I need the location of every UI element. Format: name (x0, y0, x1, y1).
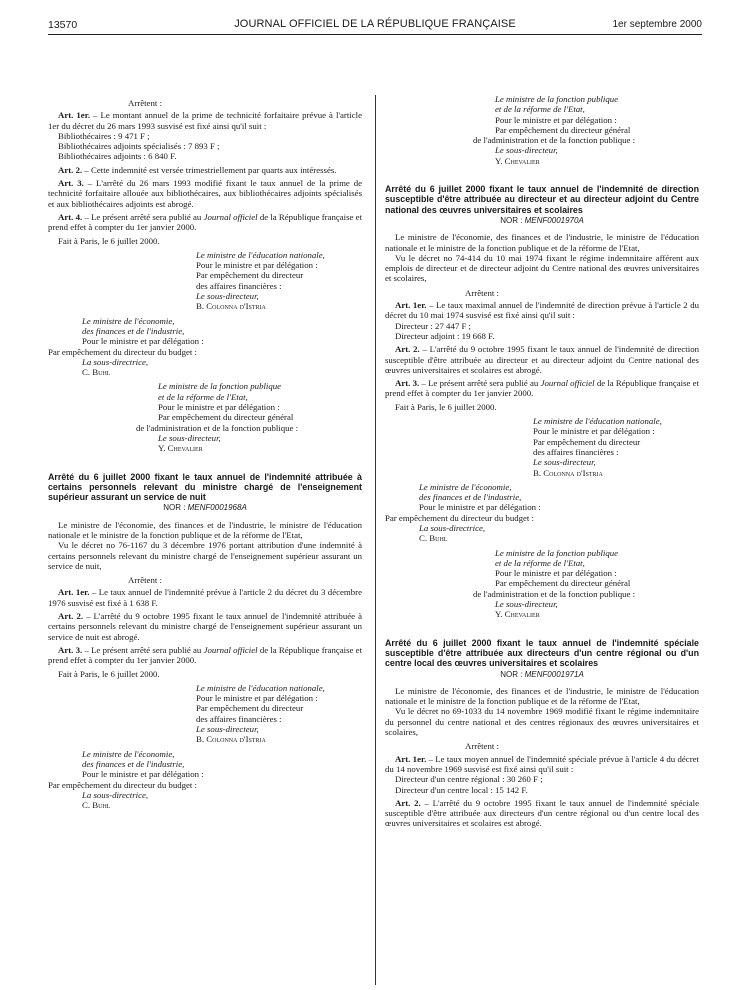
arretent: Arrêtent : (465, 287, 499, 298)
signature-educ: Le ministre de l'éducation nationale, Pour le ministre et par délégation : Par empêchement du directeur des affaires financières : Le sous-directeur, B. Colonna d'Istria (48, 250, 362, 312)
article-paragraph: Art. 1er. – Le taux moyen annuel de l'indemnité spéciale prévue à l'article 4 du décret du 14 novembre 1969 susvisé est fixé ainsi qu'il suit : (385, 753, 699, 774)
article-paragraph: Art. 2. – Cette indemnité est versée trimestriellement par quarts aux intéressés. (58, 164, 337, 175)
signatory-name: B. Colonna d'Istria (196, 301, 266, 312)
list-item: Bibliothécaires adjoints : 6 840 F. (58, 151, 177, 162)
signature-educ: Le ministre de l'éducation nationale, Pour le ministre et par délégation : Par empêchement du directeur des affaires financières : Le sous-directeur, B. Colonna d'Istria (48, 683, 362, 745)
article-paragraph: Art. 2. – L'arrêté du 9 octobre 1995 fixant le taux annuel de l'indemnité attribuée à certains personnels relevant du ministre chargé de l'enseignement supérieur assurant un service de nuit est abrogé. (48, 611, 362, 642)
decree-title: Arrêté du 6 juillet 2000 fixant le taux annuel de l'indemnité spéciale susceptible d'être attribuée aux directeurs d'un centre régional ou d'un centre local des œuvres universitaires et scolaires (385, 637, 699, 669)
article-label: Art. 3. (395, 378, 420, 389)
amount-list (385, 774, 699, 795)
left-column (48, 94, 362, 812)
signatory-name: C. Buhl (419, 533, 448, 544)
nor-reference: NOR : MENF0001970A (500, 215, 584, 225)
preamble: Vu le décret no 69-1033 du 14 novembre 1969 modifié fixant le régime indemnitaire du personnel du centre national et des centres régionaux des œuvres universitaires et scolaires, (385, 706, 699, 738)
preamble: Vu le décret no 74-414 du 10 mai 1974 fixant le régime indemnitaire afférent aux emplois de directeur et de directeur adjoint du Centre national des œuvres universitaires et scolaires, (385, 252, 699, 284)
signature-educ: Le ministre de l'éducation nationale, Pour le ministre et par délégation : Par empêchement du directeur des affaires financières : Le sous-directeur, B. Colonna d'Istria (385, 416, 699, 478)
article-label: Art. 1er. (58, 110, 91, 121)
article-label: Art. 1er. (395, 300, 427, 311)
article-paragraph: Art. 1er. – Le taux annuel de l'indemnité prévue à l'article 2 du décret du 3 décembre 1976 susvisé est fixé à 1 638 F. (48, 587, 362, 608)
article-paragraph: Art. 3. – Le présent arrêté sera publié au Journal officiel de la République française et prend effet à compter du 1er janvier 2000. (48, 644, 363, 666)
signatory-name: Y. Chevalier (158, 443, 203, 454)
signatory-name: Y. Chevalier (495, 609, 540, 620)
article-paragraph: Art. 3. – L'arrêté du 26 mars 1993 modifié fixant le taux annuel de la prime de technicité forfaitaire allouée aux bibliothécaires, aux bibliothécaires adjoints spécialisés et aux bibliothécaires adjoints est abrogé. (48, 178, 363, 209)
article-label: Art. 3. (58, 644, 83, 655)
preamble: Le ministre de l'économie, des finances et de l'industrie, le ministre de l'éducation nationale et le ministre de la fonction publique et de la réforme de l'Etat, (48, 519, 362, 540)
signatory-name: C. Buhl (82, 367, 111, 378)
list-item: Directeur d'un centre régional : 30 260 F ; (395, 774, 543, 785)
article-label: Art. 1er. (58, 587, 90, 598)
list-item: Directeur d'un centre local : 15 142 F. (395, 784, 528, 795)
list-item: Directeur adjoint : 19 668 F. (395, 330, 495, 341)
header-rule (48, 34, 702, 35)
article-label: Art. 2. (58, 611, 84, 622)
signature-fonc: Le ministre de la fonction publique et de la réforme de l'Etat, Pour le ministre et par délégation : Par empêchement du directeur général de l'administration et de la fonction publique : Le sous-directeur, Y. Chevalier (48, 381, 362, 453)
amount-list (48, 131, 362, 162)
article-paragraph: Art. 1er. – Le taux maximal annuel de l'indemnité de direction prévue à l'article 2 du décret du 10 mai 1974 susvisé est fixé ainsi qu'il suit : (385, 300, 699, 321)
signatory-name: B. Colonna d'Istria (196, 734, 266, 745)
signatory-name: B. Colonna d'Istria (533, 467, 603, 478)
journal-title: JOURNAL OFFICIEL DE LA RÉPUBLIQUE FRANÇAISE (234, 18, 516, 30)
article-label: Art. 2. (58, 164, 83, 175)
article-paragraph: Art. 2. – L'arrêté du 9 octobre 1995 fixant le taux annuel de l'indemnité de direction susceptible d'être attribuée au directeur et au directeur adjoint du Centre national des œuvres universitaires et scolaires est abrogé. (385, 344, 699, 375)
article-label: Art. 2. (395, 344, 420, 355)
article-paragraph: Art. 2. – L'arrêté du 9 octobre 1995 fixant le taux annuel de l'indemnité spéciale susceptible d'être attribuée aux directeurs d'un centre régional ou d'un centre local des œuvres universitaires et scolaires est abrogé. (385, 797, 699, 829)
arretent: Arrêtent : (128, 98, 162, 108)
preamble: Le ministre de l'économie, des finances et de l'industrie, le ministre de l'éducation nationale et le ministre de la fonction publique et de la réforme de l'Etat, (385, 685, 699, 707)
amount-list (385, 321, 699, 342)
signature-eco: Le ministre de l'économie, des finances et de l'industrie, Pour le ministre et par délégation : Par empêchement du directeur du budget : La sous-directrice, C. Buhl (48, 316, 362, 378)
article-label: Art. 4. (58, 211, 83, 222)
arretent: Arrêtent : (128, 575, 162, 586)
right-column (385, 94, 699, 829)
fait-a-paris: Fait à Paris, le 6 juillet 2000. (395, 401, 497, 412)
signatory-name: C. Buhl (82, 800, 111, 811)
signature-fonc: Le ministre de la fonction publique et de la réforme de l'Etat, Pour le ministre et par délégation : Par empêchement du directeur général de l'administration et de la fonction publique : Le sous-directeur, Y. Chevalier (385, 94, 699, 166)
decree-title: Arrêté du 6 juillet 2000 fixant le taux annuel de l'indemnité attribuée à certains personnels relevant du ministre chargé de l'enseignement supérieur assurant un service de nuit (48, 471, 362, 503)
fait-a-paris: Fait à Paris, le 6 juillet 2000. (58, 668, 160, 679)
article-paragraph: Art. 4. – Le présent arrêté sera publié au Journal officiel de la République française et prend effet à compter du 1er janvier 2000. (48, 211, 363, 233)
arretent: Arrêtent : (465, 741, 499, 752)
signature-fonc: Le ministre de la fonction publique et de la réforme de l'Etat, Pour le ministre et par délégation : Par empêchement du directeur général de l'administration et de la fonction publique : Le sous-directeur, Y. Chevalier (385, 548, 699, 620)
list-item: Directeur : 27 447 F ; (395, 320, 471, 331)
list-item: Bibliothécaires adjoints spécialisés : 7 893 F ; (58, 141, 220, 152)
article-label: Art. 3. (58, 178, 84, 189)
page-number: 13570 (48, 19, 78, 31)
article-label: Art. 1er. (395, 753, 427, 764)
article-label: Art. 2. (395, 797, 421, 808)
decree-title: Arrêté du 6 juillet 2000 fixant le taux annuel de l'indemnité de direction susceptible d'être attribuée au directeur et au directeur adjoint du Centre national des œuvres universitaires et scolaires (385, 184, 699, 215)
signature-eco: Le ministre de l'économie, des finances et de l'industrie, Pour le ministre et par délégation : Par empêchement du directeur du budget : La sous-directrice, C. Buhl (48, 749, 362, 811)
preamble: Vu le décret no 76-1167 du 3 décembre 1976 portant attribution d'une indemnité à certains personnels relevant du ministre chargé de l'enseignement supérieur assurant un service de nuit, (48, 540, 362, 571)
article-paragraph: Art. 3. – Le présent arrêté sera publié au Journal officiel de la République française et prend effet à compter du 1er janvier 2000. (385, 378, 700, 399)
signature-eco: Le ministre de l'économie, des finances et de l'industrie, Pour le ministre et par délégation : Par empêchement du directeur du budget : La sous-directrice, C. Buhl (385, 482, 699, 544)
article-paragraph: Art. 1er. – Le montant annuel de la prime de technicité forfaitaire prévue à l'article 1er du décret du 26 mars 1993 susvisé est fixé ainsi qu'il suit : (48, 110, 362, 131)
nor-reference: NOR : MENF0001971A (500, 669, 584, 679)
column-divider (375, 95, 376, 985)
issue-date: 1er septembre 2000 (612, 19, 702, 30)
list-item: Bibliothécaires : 9 471 F ; (58, 130, 150, 141)
nor-reference: NOR : MENF0001968A (163, 503, 247, 513)
signatory-name: Y. Chevalier (495, 155, 540, 166)
fait-a-paris: Fait à Paris, le 6 juillet 2000. (58, 235, 160, 246)
preamble: Le ministre de l'économie, des finances et de l'industrie, le ministre de l'éducation nationale et le ministre de la fonction publique et de la réforme de l'Etat, (385, 232, 699, 253)
